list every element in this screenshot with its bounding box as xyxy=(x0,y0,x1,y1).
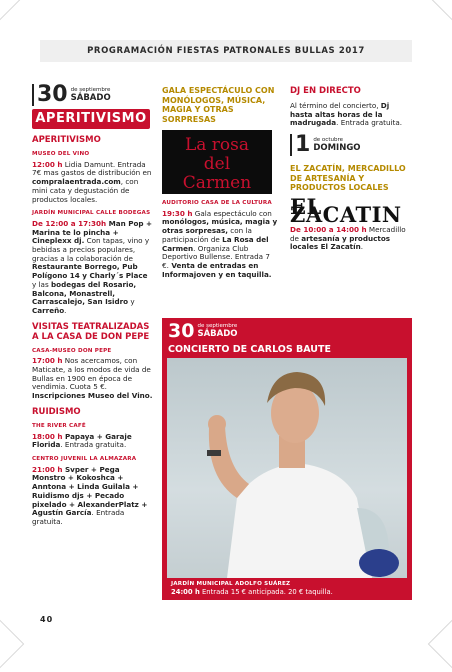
el-zacatin-logo: EL ZACATIN xyxy=(290,193,402,228)
date-block xyxy=(290,134,412,156)
venue-label: CENTRO JUVENIL LA ALMAZARA xyxy=(32,455,137,462)
aperitivismo-logo: APERITIVISMO xyxy=(32,109,150,129)
artist-photo xyxy=(167,358,407,578)
section-title: APERITIVISMO xyxy=(32,135,101,145)
date-day: SÁBADO xyxy=(197,329,238,339)
artist-illustration xyxy=(167,358,407,578)
venue-label: AUDITORIO CASA DE LA CULTURA xyxy=(162,200,272,206)
concert-caption xyxy=(167,578,407,600)
divider xyxy=(290,134,292,156)
event-text: 24:00 h Entrada 15 € anticipada. 20 € taquilla. xyxy=(171,588,333,596)
date-day: SÁBADO xyxy=(70,93,111,103)
section-title: VISITAS TEATRALIZADAS A LA CASA DE DON PEPE xyxy=(32,321,150,342)
divider xyxy=(32,84,34,106)
la-rosa-del-carmen-logo: La rosa del Carmen xyxy=(162,130,272,194)
venue-label: JARDÍN MUNICIPAL ADOLFO SUÁREZ xyxy=(171,581,291,587)
date-month: de septiembre xyxy=(197,323,238,329)
corner-decoration xyxy=(428,616,452,672)
concert-title: CONCIERTO DE CARLOS BAUTE xyxy=(168,344,331,355)
section-title: DJ EN DIRECTO xyxy=(290,86,361,96)
event-text: 18:00 h Papaya + Garaje Florida. Entrada gratuita. xyxy=(32,431,132,450)
event-text: Al término del concierto, Dj hasta altas horas de la madrugada. Entrada gratuita. xyxy=(290,101,403,128)
venue-label: MUSEO DEL VINO xyxy=(32,151,90,157)
event-text: De 12:00 a 17:30h Man Pop + Marina te lo pincha + Cineplexx dj. Con tapas, vino y bebidas a precios populares, gracias a la colaboración de Restaurante Borrego, Pub Polígono 14 y Charly´s Place y las bodegas del Rosario, Balcona, Monastrell, Carrascalejo, San Isidro y Carreño. xyxy=(32,218,153,315)
concert-feature xyxy=(162,318,412,600)
event-text: 17:00 h Nos acercamos, con Maticate, a los modos de vida de Bullas en 1900 en época de vendimia. Cuota 5 €. Inscripciones Museo del Vino. xyxy=(32,356,153,401)
event-text: 12:00 h Lidia Damunt. Entrada 7€ mas gastos de distribución en compralaentrada.com, con mini cata y degustación de productos locales. xyxy=(32,159,152,204)
date-number: 1 xyxy=(295,132,311,158)
left-column xyxy=(32,84,154,527)
corner-decoration xyxy=(0,0,24,24)
date-block xyxy=(32,84,154,106)
event-text: De 10:00 a 14:00 h Mercadillo de artesanía y productos locales El Zacatín. xyxy=(290,225,406,252)
venue-label: THE RIVER CAFÉ xyxy=(32,422,86,429)
event-text: 19:30 h Gala espectáculo con monólogos, música, magia y otras sorpresas, con la participación de La Rosa del Carmen. Organiza Club Deportivo Bullense. Entrada 7 €. Venta de entradas en Informajoven y en taquilla. xyxy=(162,208,278,279)
section-title: EL ZACATÍN, MERCADILLO DE ARTESANÍA Y PRODUCTOS LOCALES xyxy=(290,164,406,193)
date-month: de septiembre xyxy=(70,87,111,93)
venue-label: JARDÍN MUNICIPAL CALLE BODEGAS xyxy=(32,210,151,217)
middle-column xyxy=(162,86,278,279)
section-title: RUIDISMO xyxy=(32,406,81,417)
date-month: de octubre xyxy=(313,137,343,144)
corner-decoration xyxy=(428,0,452,24)
date-block xyxy=(168,321,238,341)
date-number: 30 xyxy=(37,82,68,107)
corner-decoration xyxy=(0,616,24,672)
venue-label: CASA-MUSEO DON PEPE xyxy=(32,347,112,354)
event-text: 21:00 h Svper + Pega Monstro + Kokoshca + Anntona + Linda Guilala + Ruidismo djs + Pecado pixelado + AlexanderPlatz + Agustín García. Entrada gratuita. xyxy=(32,464,148,526)
page-number: 40 xyxy=(40,615,54,624)
section-title: GALA ESPECTÁCULO CON MONÓLOGOS, MÚSICA, MAGIA Y OTRAS SORPRESAS xyxy=(162,86,275,124)
date-number: 30 xyxy=(168,320,195,342)
date-day: DOMINGO xyxy=(313,143,361,154)
page-header: PROGRAMACIÓN FIESTAS PATRONALES BULLAS 2017 xyxy=(40,40,412,62)
right-column xyxy=(290,86,412,252)
